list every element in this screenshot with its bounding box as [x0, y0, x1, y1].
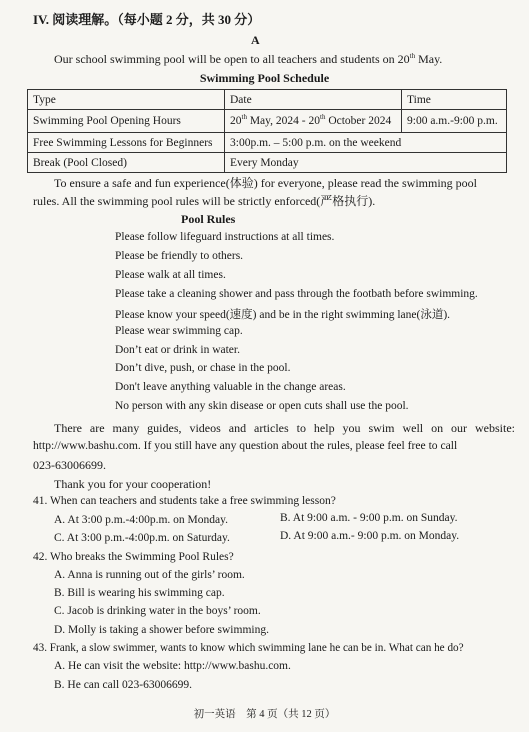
intro-superscript: th: [409, 52, 416, 60]
schedule-table: [27, 89, 507, 173]
intro-text-before: Our school swimming pool will be open to all teachers and students on 20: [54, 52, 410, 66]
header-date: Date: [225, 90, 402, 110]
paragraph2-line3: 023-63006699.: [33, 458, 106, 472]
intro-text-after: May.: [415, 52, 443, 66]
rule-item: No person with any skin disease or open cuts shall use the pool.: [115, 400, 409, 412]
question-41-option-d[interactable]: D. At 9:00 a.m.- 9:00 p.m. on Monday.: [280, 530, 460, 542]
rule-item: Please walk at all times.: [115, 269, 226, 281]
paragraph2-line1: There are many guides, videos and articles to help you swim well on our website:: [54, 421, 515, 435]
rule-item: Please take a cleaning shower and pass through the footbath before swimming.: [115, 288, 478, 300]
rule-item: Please be friendly to others.: [115, 250, 244, 262]
header-time: Time: [402, 90, 507, 110]
question-42-option-a[interactable]: A. Anna is running out of the girls’ room.: [54, 569, 245, 581]
question-41-option-c[interactable]: C. At 3:00 p.m.-4:00p.m. on Saturday.: [54, 532, 230, 544]
rules-title: Pool Rules: [181, 212, 236, 226]
paragraph1-line2: rules. All the swimming pool rules will be strictly enforced(严格执行).: [33, 194, 376, 208]
passage-letter: A: [251, 33, 260, 47]
rule-item: Please wear swimming cap.: [115, 325, 243, 337]
question-42-option-c[interactable]: C. Jacob is drinking water in the boys’ room.: [54, 605, 261, 617]
rule-item: Don’t dive, push, or chase in the pool.: [115, 362, 291, 374]
opening-date-c: October 2024: [325, 115, 392, 127]
rule-item: Please know your speed(速度) and be in the right swimming lane(泳道).: [115, 309, 451, 321]
schedule-row-break: [28, 153, 507, 173]
question-41-stem: 41. When can teachers and students take a free swimming lesson?: [33, 495, 336, 507]
opening-type: Swimming Pool Opening Hours: [28, 110, 225, 133]
page-footer: 初一英语 第 4 页（共 12 页）: [193, 709, 336, 720]
opening-time: 9:00 a.m.-9:00 p.m.: [402, 110, 507, 133]
intro-sentence: [54, 52, 442, 67]
opening-date: [225, 110, 402, 133]
header-type: Type: [28, 90, 225, 110]
question-42-option-b[interactable]: B. Bill is wearing his swimming cap.: [54, 587, 225, 599]
question-41-option-b[interactable]: B. At 9:00 a.m. - 9:00 p.m. on Sunday.: [280, 512, 458, 524]
thanks-line: Thank you for your cooperation!: [54, 477, 212, 491]
lessons-type: Free Swimming Lessons for Beginners: [28, 133, 225, 153]
break-value: Every Monday: [225, 153, 507, 173]
schedule-row-opening: [28, 110, 507, 133]
question-41-option-a[interactable]: A. At 3:00 p.m.-4:00p.m. on Monday.: [54, 514, 228, 526]
opening-date-b: May, 2024 - 20: [246, 115, 320, 127]
question-42-stem: 42. Who breaks the Swimming Pool Rules?: [33, 551, 234, 563]
section-header: IV. 阅读理解。（每小题 2 分，共 30 分）: [33, 12, 261, 27]
rule-item: Don't leave anything valuable in the change areas.: [115, 381, 346, 393]
rule-item: Don’t eat or drink in water.: [115, 344, 240, 356]
question-42-option-d[interactable]: D. Molly is taking a shower before swimming.: [54, 624, 269, 636]
paragraph1-line1: To ensure a safe and fun experience(体验) for everyone, please read the swimming pool: [54, 176, 477, 190]
rule-item: Please follow lifeguard instructions at all times.: [115, 231, 335, 243]
opening-date-sup-b: th: [320, 113, 326, 122]
question-43-option-b[interactable]: B. He can call 023-63006699.: [54, 679, 192, 691]
lessons-value: 3:00p.m. – 5:00 p.m. on the weekend: [225, 133, 507, 153]
opening-date-a: 20: [230, 115, 242, 127]
opening-date-sup-a: th: [241, 113, 247, 122]
schedule-header-row: [28, 90, 507, 110]
schedule-caption: Swimming Pool Schedule: [199, 71, 330, 85]
schedule-row-lessons: [28, 133, 507, 153]
question-43-option-a[interactable]: A. He can visit the website: http://www.bashu.com.: [54, 660, 291, 672]
question-43-stem: 43. Frank, a slow swimmer, wants to know which swimming lane he can be in. What can he do?: [33, 642, 464, 654]
break-type: Break (Pool Closed): [28, 153, 225, 173]
paragraph2-line2: http://www.bashu.com. If you still have any question about the rules, please feel free to call: [33, 439, 458, 452]
